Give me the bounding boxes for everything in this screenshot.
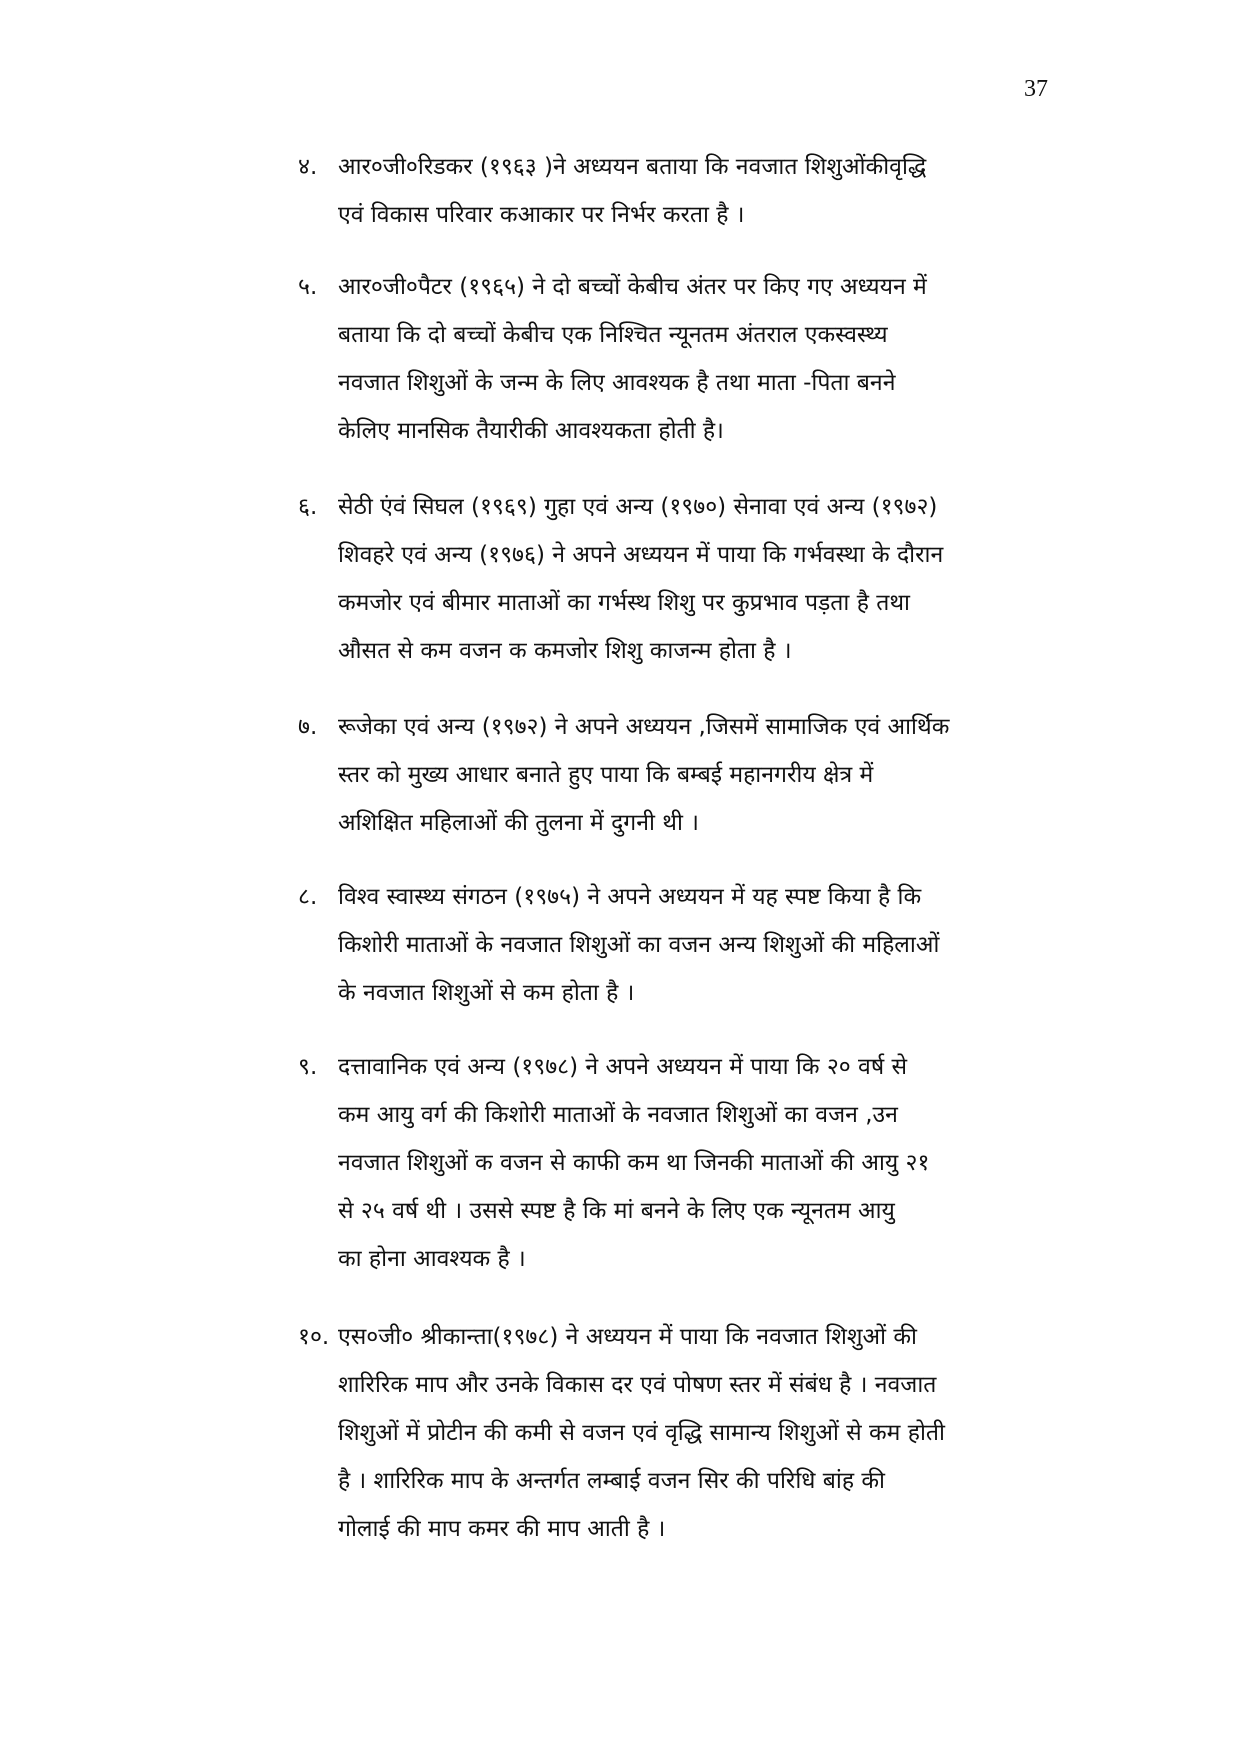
item-line: किशोरी माताओं के नवजात शिशुओं का वजन अन्य शिशुओं की महिलाओं: [338, 932, 940, 958]
item-line: स्तर को मुख्य आधार बनाते हुए पाया कि बम्बई महानगरीय क्षेत्र में: [338, 762, 874, 788]
item-number: ४.: [298, 154, 318, 180]
item-line: रूजेका एवं अन्य (१९७२) ने अपने अध्ययन ,जिसमें सामाजिक एवं आर्थिक: [338, 714, 950, 740]
item-line: एस०जी० श्रीकान्ता(१९७८) ने अध्ययन में पाया कि नवजात शिशुओं की: [338, 1324, 917, 1350]
item-line: अशिक्षित महिलाओं की तुलना में दुगनी थी ।: [338, 810, 699, 836]
item-line: शारिरिक माप और उनके विकास दर एवं पोषण स्तर में संबंध है । नवजात: [338, 1372, 937, 1398]
list-item: [298, 873, 1078, 1017]
list-item: [298, 263, 1078, 455]
item-number: ६.: [298, 494, 318, 520]
list-item: [298, 143, 1078, 239]
item-line: के नवजात शिशुओं से कम होता है ।: [338, 980, 635, 1006]
item-line: एवं विकास परिवार कआकार पर निर्भर करता है ।: [338, 202, 745, 228]
item-line: सेठी एंवं सिघल (१९६९) गुहा एवं अन्य (१९७०) सेनावा एवं अन्य (१९७२): [338, 494, 938, 520]
item-line: कमजोर एवं बीमार माताओं का गर्भस्थ शिशु पर कुप्रभाव पड़ता है तथा: [338, 590, 910, 616]
item-line: से २५ वर्ष थी । उससे स्पष्ट है कि मां बनने के लिए एक न्यूनतम आयु: [338, 1198, 895, 1224]
item-line: विश्व स्वास्थ्य संगठन (१९७५) ने अपने अध्ययन में यह स्पष्ट किया है कि: [338, 884, 922, 910]
item-line: नवजात शिशुओं के जन्म के लिए आवश्यक है तथा माता -पिता बनने: [338, 370, 896, 396]
item-number: ८.: [298, 884, 318, 910]
item-line: औसत से कम वजन क कमजोर शिशु काजन्म होता है ।: [338, 638, 792, 664]
item-line: है । शारिरिक माप के अन्तर्गत लम्बाई वजन सिर की परिधि बांह की: [338, 1468, 885, 1494]
item-line: दत्तावानिक एवं अन्य (१९७८) ने अपने अध्ययन में पाया कि २० वर्ष से: [338, 1054, 907, 1080]
list-item: [298, 1313, 1078, 1553]
item-number: ९.: [298, 1054, 318, 1080]
page-number: 37: [1024, 76, 1048, 102]
item-line: शिशुओं में प्रोटीन की कमी से वजन एवं वृद्धि सामान्य शिशुओं से कम होती: [338, 1420, 945, 1446]
item-line: गोलाई की माप कमर की माप आती है ।: [338, 1516, 666, 1542]
list-item: [298, 703, 1078, 847]
item-line: कम आयु वर्ग की किशोरी माताओं के नवजात शिशुओं का वजन ,उन: [338, 1102, 898, 1128]
item-number: ७.: [298, 714, 318, 740]
item-line: का होना आवश्यक है ।: [338, 1246, 526, 1272]
item-line: आर०जी०पैटर (१९६५) ने दो बच्चों केबीच अंतर पर किए गए अध्ययन में: [338, 274, 927, 300]
item-number: ५.: [298, 274, 318, 300]
item-number: १०.: [298, 1324, 330, 1350]
item-line: आर०जी०रिडकर (१९६३ )ने अध्ययन बताया कि नवजात शिशुओंकीवृद्धि: [338, 154, 927, 180]
item-line: नवजात शिशुओं क वजन से काफी कम था जिनकी माताओं की आयु २१: [338, 1150, 930, 1176]
item-line: केलिए मानसिक तैयारीकी आवश्यकता होती है।: [338, 418, 724, 444]
list-item: [298, 1043, 1078, 1283]
item-line: शिवहरे एवं अन्य (१९७६) ने अपने अध्ययन में पाया कि गर्भवस्था के दौरान: [338, 542, 944, 568]
item-line: बताया कि दो बच्चों केबीच एक निश्चित न्यूनतम अंतराल एकस्वस्थ्य: [338, 322, 888, 348]
list-item: [298, 483, 1078, 675]
